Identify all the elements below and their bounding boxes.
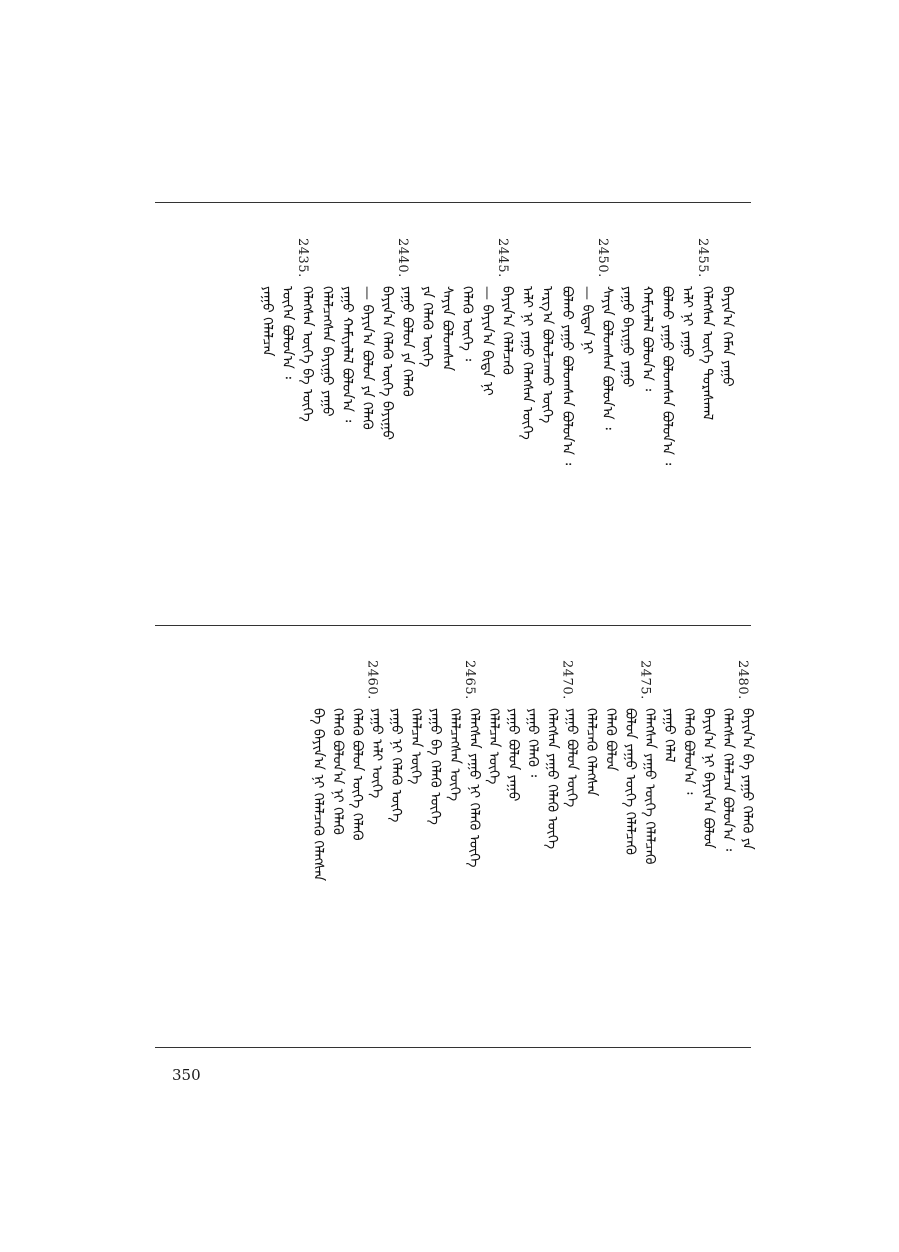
- line-text: ᠠᠯᠢ ᠨᠢ ᠶᠠᠭᠤ: [679, 286, 695, 358]
- line-text: ᠬᠡᠯᠡᠭᠰᠡᠨ ᠶᠠᠭᠤ ᠦᠭᠡ ᠬᠡᠯᠡᠯᠴᠡᠬᠦ: [641, 708, 658, 865]
- line-text: ᠪᠣᠯᠬᠤ ᠶᠠᠭᠤ ᠪᠣᠯᠤᠭᠰᠠᠨ ᠪᠣᠯᠤᠨ᠎ᠠ ᠄: [559, 286, 575, 466]
- line-text: ᠶᠠᠭᠤ ᠬᠡᠯᠡᠯ: [661, 708, 677, 763]
- verse-line: [306, 660, 324, 881]
- line-text: ᠬᠡᠯᠡᠬᠦ ᠪᠣᠯᠤᠨ᠎ᠠ ᠨᠢ ᠬᠡᠯᠡᠬᠦ: [329, 708, 346, 835]
- verse-line: [255, 238, 273, 356]
- line-text: ᠶᠠᠭᠤ ᠬᠠᠮᠢᠶᠠᠯᠠᠯ ᠪᠣᠯᠤᠨ᠎ᠠ ᠄: [339, 286, 355, 423]
- line-text: ᠬᠡᠯᠡᠯᠴᠡᠬᠦ ᠬᠡᠯᠡᠭᠰᠡᠨ: [583, 708, 599, 797]
- line-text: ᠶᠠᠭᠤ ᠪᠣᠯᠤᠨ ᠦᠭᠡ: [563, 708, 580, 808]
- line-text: ᠬᠡᠯᠡᠬᠦ ᠦᠭᠡ ᠄: [459, 286, 475, 361]
- line-text: ᠰᠠᠶᠢᠨ ᠪᠣᠯᠤᠭᠰᠠᠨ ᠪᠣᠯᠤᠨ᠎ᠠ ᠄: [599, 286, 615, 430]
- top-rule: [155, 202, 751, 203]
- line-text: ᠬᠡᠯᠡᠯᠴᠡᠭᠰᠡᠨ ᠪᠠᠶᠢᠭᠤ ᠶᠠᠭᠤ: [319, 286, 335, 417]
- line-text: ᠶᠠᠭᠤ ᠬᠡᠯᠡᠯᠴᠡᠨ: [259, 286, 275, 357]
- line-text: ᠬᠡᠯᠡᠬᠦ ᠪᠣᠯᠤᠨ᠎ᠠ ᠄: [680, 708, 697, 795]
- line-text: ᠬᠡᠯᠡᠯᠴᠡᠨ ᠦᠭᠡ: [485, 708, 502, 785]
- line-text: — ᠪᠠᠶᠢᠨ᠎ᠠ ᠪᠢᠳᠡ ᠨᠢ: [479, 286, 495, 396]
- line-text: ᠶᠠᠭᠤ ᠠᠯᠢ ᠦᠭᠡ: [368, 708, 385, 799]
- line-text: ᠶᠠᠭᠤ ᠪᠠ ᠬᠡᠯᠡᠬᠦ ᠦᠭᠡ: [427, 708, 443, 825]
- line-text: ᠠᠯᠢ ᠨᠢ ᠶᠠᠭᠤ ᠬᠡᠯᠡᠭᠰᠡᠨ ᠦᠭᠡ: [519, 286, 535, 440]
- line-number: 2460.: [364, 660, 380, 700]
- line-text: ᠶᠠᠭᠤ ᠪᠠᠶᠢᠭᠤ ᠶᠠᠭᠤ: [619, 286, 635, 388]
- line-text: ᠪᠠᠶᠢᠨ᠎ᠠ ᠬᠡᠯᠡᠯᠴᠡᠬᠦ: [499, 286, 515, 375]
- line-text: ᠬᠡᠯᠡᠭᠰᠡᠨ ᠬᠡᠯᠡᠯᠴᠡᠨ ᠪᠣᠯᠤᠨ᠎ᠠ ᠄: [719, 708, 736, 852]
- line-text: ᠬᠠᠮᠢᠶᠠᠯᠠᠯ ᠪᠣᠯᠤᠨ᠎ᠠ ᠄: [639, 286, 655, 391]
- line-text: ᠬᠡᠯᠡᠬᠦ ᠪᠣᠯᠤᠨ ᠦᠭᠡ ᠬᠡᠯᠡᠬᠦ: [349, 708, 365, 841]
- line-text: ᠶᠠ ᠬᠡᠯᠡᠬᠦ ᠦᠭᠡ: [419, 286, 435, 368]
- line-text: ᠪᠣᠯᠬᠤ ᠶᠠᠭᠤ ᠪᠣᠯᠤᠭᠰᠠᠨ ᠪᠣᠯᠤᠨ᠎ᠠ ᠄: [659, 286, 675, 466]
- line-number: 2445.: [495, 238, 510, 278]
- middle-rule: [155, 625, 751, 626]
- line-text: ᠬᠡᠯᠡᠭᠰᠡᠨ ᠦᠭᠡ ᠪᠠ ᠦᠭᠡ: [299, 286, 315, 422]
- line-text: — ᠪᠢᠳᠡᠨ ᠨᠢ: [579, 286, 595, 355]
- lower-text-block: [155, 660, 755, 1040]
- line-text: ᠪᠠᠶᠢᠨ᠎ᠠ ᠬᠡᠮᠡᠨ ᠶᠠᠭᠤ: [719, 286, 735, 387]
- line-text: ᠶᠠᠭᠤ ᠪᠣᠯᠤᠨ ᠶᠠ ᠬᠡᠯᠡᠬᠦ: [399, 286, 415, 397]
- line-text: ᠬᠡᠯᠡᠯᠴᠡᠭᠰᠡᠨ ᠦᠭᠡ: [446, 708, 463, 802]
- line-number: 2470.: [559, 660, 575, 700]
- line-text: ᠰᠠᠶᠢᠨ ᠪᠣᠯᠤᠭᠰᠠᠨ: [439, 286, 455, 372]
- line-text: ᠬᠡᠯᠡᠯᠴᠡᠨ ᠦᠭᠡ: [407, 708, 424, 785]
- line-text: — ᠪᠠᠶᠢᠨ᠎ᠠ ᠪᠣᠯᠤᠨ ᠶᠠ ᠬᠡᠯᠡᠬᠦ: [359, 286, 375, 430]
- line-number: 2435.: [295, 238, 310, 278]
- line-text: ᠪᠠᠶᠢᠨ᠎ᠠ ᠨᠢ ᠪᠠᠶᠢᠨ᠎ᠠ ᠪᠣᠯᠤᠨ: [700, 708, 716, 849]
- line-text: ᠶᠠᠭᠤ ᠬᠡᠯᠡᠬᠦ ᠄: [524, 708, 541, 778]
- line-number: 2440.: [395, 238, 410, 278]
- line-text: ᠶᠠᠭᠤ ᠪᠣᠯᠤᠨ ᠶᠠᠭᠤ: [505, 708, 521, 802]
- line-number: 2455.: [695, 238, 710, 278]
- line-number: 2475.: [637, 660, 653, 700]
- line-number: 2480.: [735, 660, 750, 700]
- upper-text-block: [155, 238, 751, 618]
- line-text: ᠶᠠᠭᠤ ᠨᠢ ᠬᠡᠯᠡᠬᠦ ᠦᠭᠡ: [388, 708, 404, 823]
- line-text: ᠬᠡᠯᠡᠭᠰᠡᠨ ᠦᠭᠡ ᠳᠤᠷᠠᠰᠬᠠᠯ: [699, 286, 715, 421]
- line-text: ᠪᠠᠶᠢᠨ᠎ᠠ ᠪᠠ ᠶᠠᠭᠤ ᠬᠡᠯᠡᠬᠦ ᠶᠠ: [739, 708, 755, 850]
- line-number: 2450.: [595, 238, 610, 278]
- line-text: ᠪᠣᠯᠤᠨ ᠶᠠᠭᠤ ᠦᠭᠡ ᠬᠡᠯᠡᠯᠴᠡᠬᠦ: [622, 708, 638, 855]
- line-text: ᠬᠡᠯᠡᠬᠦ ᠪᠣᠯᠤᠨ: [602, 708, 619, 772]
- line-text: ᠬᠡᠯᠡᠭᠰᠡᠨ ᠶᠠᠭᠤ ᠬᠡᠯᠡᠬᠦ ᠦᠭᠡ: [544, 708, 560, 850]
- page-number: 350: [172, 1066, 201, 1084]
- line-text: ᠪᠠᠶᠢᠨ᠎ᠠ ᠬᠡᠯᠡᠬᠦ ᠦᠭᠡ ᠪᠠᠶᠢᠭᠤ: [379, 286, 395, 440]
- line-number: 2465.: [462, 660, 477, 700]
- bottom-rule: [155, 1047, 751, 1048]
- line-text: ᠪᠠ ᠪᠠᠶᠢᠨ᠎ᠠ ᠨᠢ ᠬᠡᠯᠡᠯᠴᠡᠬᠦ ᠬᠡᠯᠡᠭᠰᠡᠨ: [310, 708, 326, 882]
- line-text: ᠦᠭᠡᠨ ᠪᠣᠯᠤᠨ᠎ᠠ ᠄: [279, 286, 295, 379]
- line-text: ᠠᠷᠭ᠎ᠠ ᠪᠣᠯᠤᠯᠴᠠᠬᠤ ᠦᠭᠡ: [539, 286, 555, 424]
- line-text: ᠬᠡᠯᠡᠭᠰᠡᠨ ᠶᠠᠭᠤ ᠨᠢ ᠬᠡᠯᠡᠬᠦ ᠦᠭᠡ: [466, 708, 482, 868]
